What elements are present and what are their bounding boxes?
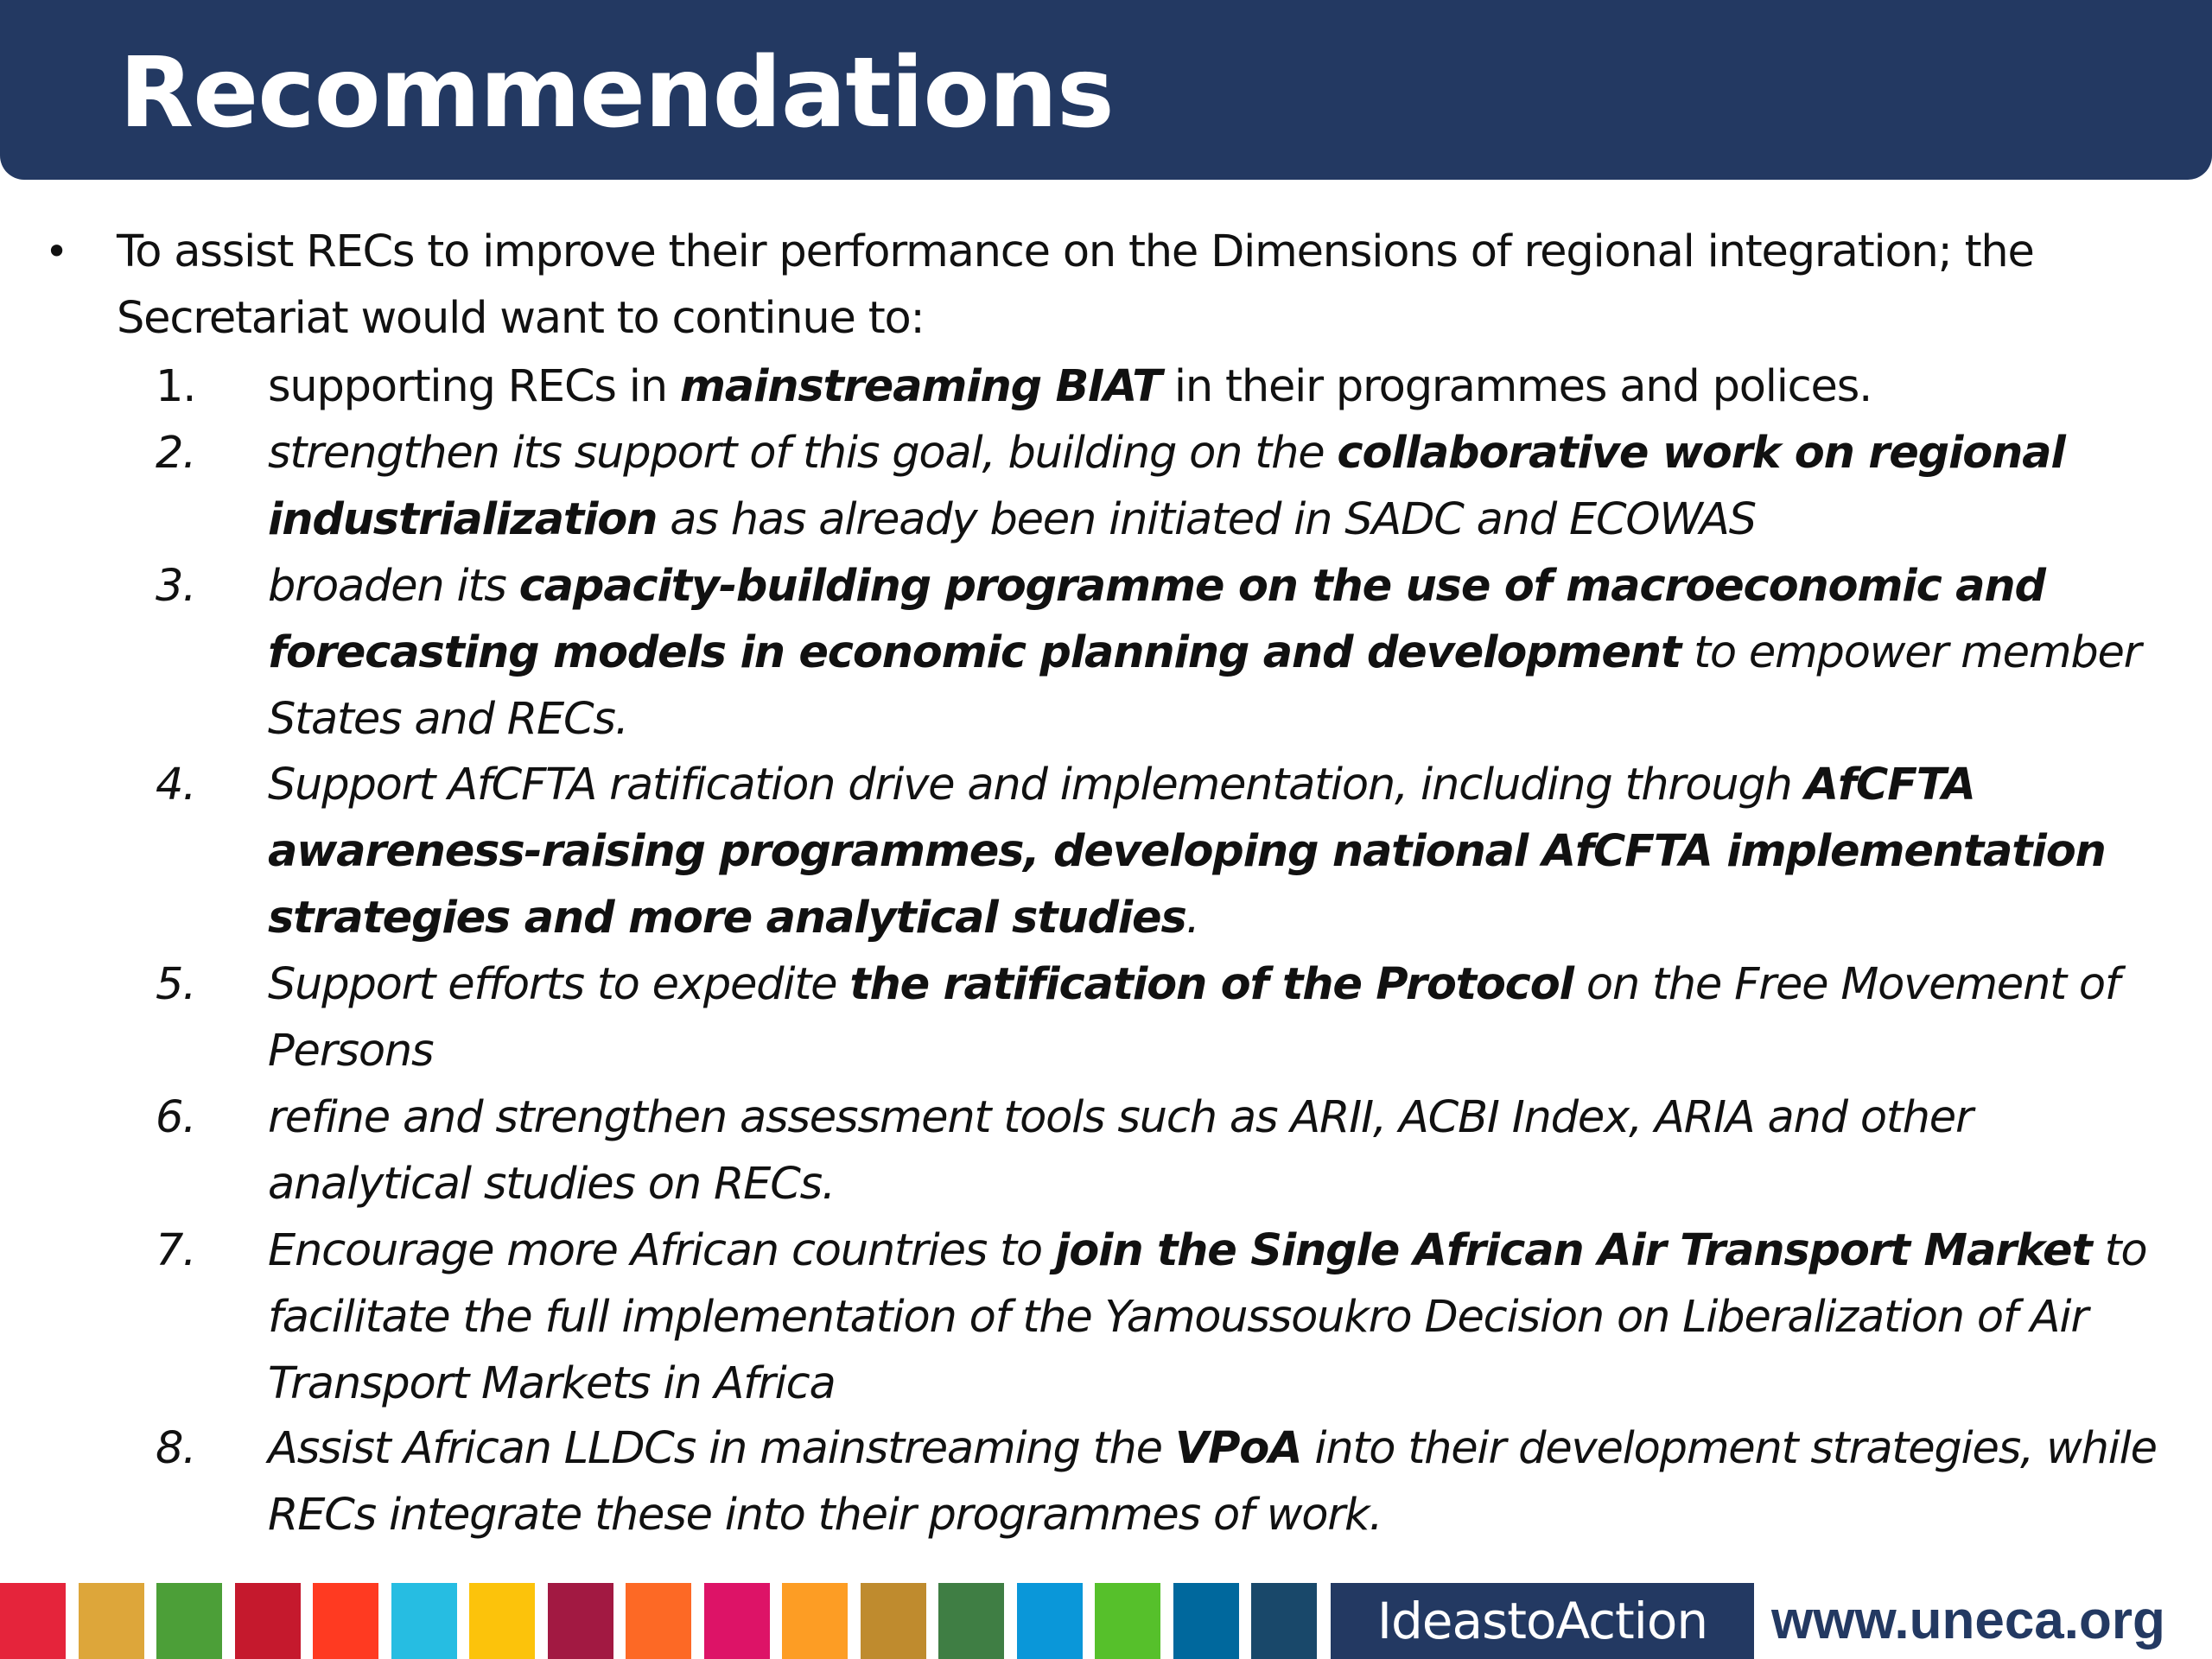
list-item-text [268, 1217, 2169, 1417]
body-text: into their development strategies, while RECs integrate these into their programmes of work. [268, 1423, 2157, 1541]
bullet-icon: • [45, 228, 67, 275]
list-item-text [268, 553, 2169, 753]
list-item-text [268, 420, 2169, 553]
color-stripe [1017, 1583, 1083, 1659]
body-text: in their programmes and polices. [1160, 361, 1872, 412]
color-stripe [391, 1583, 457, 1659]
emphasis-text: VPoA [1174, 1423, 1302, 1474]
body-text: as has already been initiated in SADC and ECOWAS [657, 494, 1756, 545]
intro-text: To assist RECs to improve their performance on the Dimensions of regional integration; the Secretariat would want to continue to: [117, 226, 2034, 344]
color-stripe [313, 1583, 378, 1659]
list-item-text [268, 951, 2169, 1084]
body-text: strengthen its support of this goal, building on the [268, 428, 1338, 479]
emphasis-text: AfCFTA awareness-raising programmes, developing national AfCFTA implementation strategies and more analytical studies [268, 760, 2106, 944]
title-bar [0, 0, 2212, 180]
ideas-to-action-logo: IdeastoAction [1331, 1583, 1754, 1659]
body-text: to empower member States and RECs. [268, 627, 2141, 745]
body-text: supporting RECs in [268, 361, 680, 412]
color-stripe [235, 1583, 301, 1659]
color-stripe [0, 1583, 66, 1659]
list-item-text [268, 1084, 2169, 1217]
list-item-number: 6. [156, 1092, 196, 1143]
list-item-number: 3. [156, 561, 196, 612]
body-text: refine and strengthen assessment tools such as ARII, ACBI Index, ARIA and other analytical studies on RECs. [268, 1092, 1973, 1210]
list-item-number: 2. [156, 428, 196, 479]
color-stripe [938, 1583, 1004, 1659]
website-url: www.uneca.org [1771, 1591, 2165, 1650]
color-stripe [1095, 1583, 1160, 1659]
body-text: Support AfCFTA ratification drive and implementation, including through [268, 760, 1805, 810]
body-text: on the Free Movement of Persons [268, 959, 2120, 1077]
color-stripe [548, 1583, 613, 1659]
list-item-number: 7. [156, 1225, 196, 1276]
emphasis-text: join the Single African Air Transport Market [1054, 1225, 2092, 1276]
emphasis-text: collaborative work on regional industrialization [268, 428, 2065, 545]
emphasis-text: the ratification of the Protocol [849, 959, 1573, 1010]
body-text: broaden its [268, 561, 519, 612]
body-text: Encourage more African countries to [268, 1225, 1055, 1276]
emphasis-text: mainstreaming BIAT [679, 361, 1161, 412]
list-item-number: 5. [156, 959, 196, 1010]
color-stripe [626, 1583, 691, 1659]
color-stripe [79, 1583, 144, 1659]
body-text: . [1185, 893, 1199, 944]
list-item-text [268, 752, 2169, 951]
list-item-number: 8. [156, 1423, 196, 1474]
list-item-number: 4. [156, 760, 196, 810]
footer-bar [0, 1583, 2212, 1659]
body-text: Assist African LLDCs in mainstreaming the [268, 1423, 1175, 1474]
color-stripe [1173, 1583, 1239, 1659]
list-item-number: 1. [156, 361, 196, 412]
color-stripe [1251, 1583, 1317, 1659]
color-stripe [782, 1583, 848, 1659]
emphasis-text: capacity-building programme on the use of macroeconomic and forecasting models in economic planning and development [268, 561, 2045, 678]
color-stripe [469, 1583, 535, 1659]
color-stripe [156, 1583, 222, 1659]
list-item-text [268, 1415, 2169, 1548]
body-text: Support efforts to expedite [268, 959, 850, 1010]
slide-title: Recommendations [119, 37, 1114, 149]
color-stripe [704, 1583, 770, 1659]
list-item-text [268, 353, 2169, 420]
color-stripe [861, 1583, 926, 1659]
body-text: to facilitate the full implementation of the Yamoussoukro Decision on Liberalization of Air Transport Markets in Africa [268, 1225, 2147, 1409]
